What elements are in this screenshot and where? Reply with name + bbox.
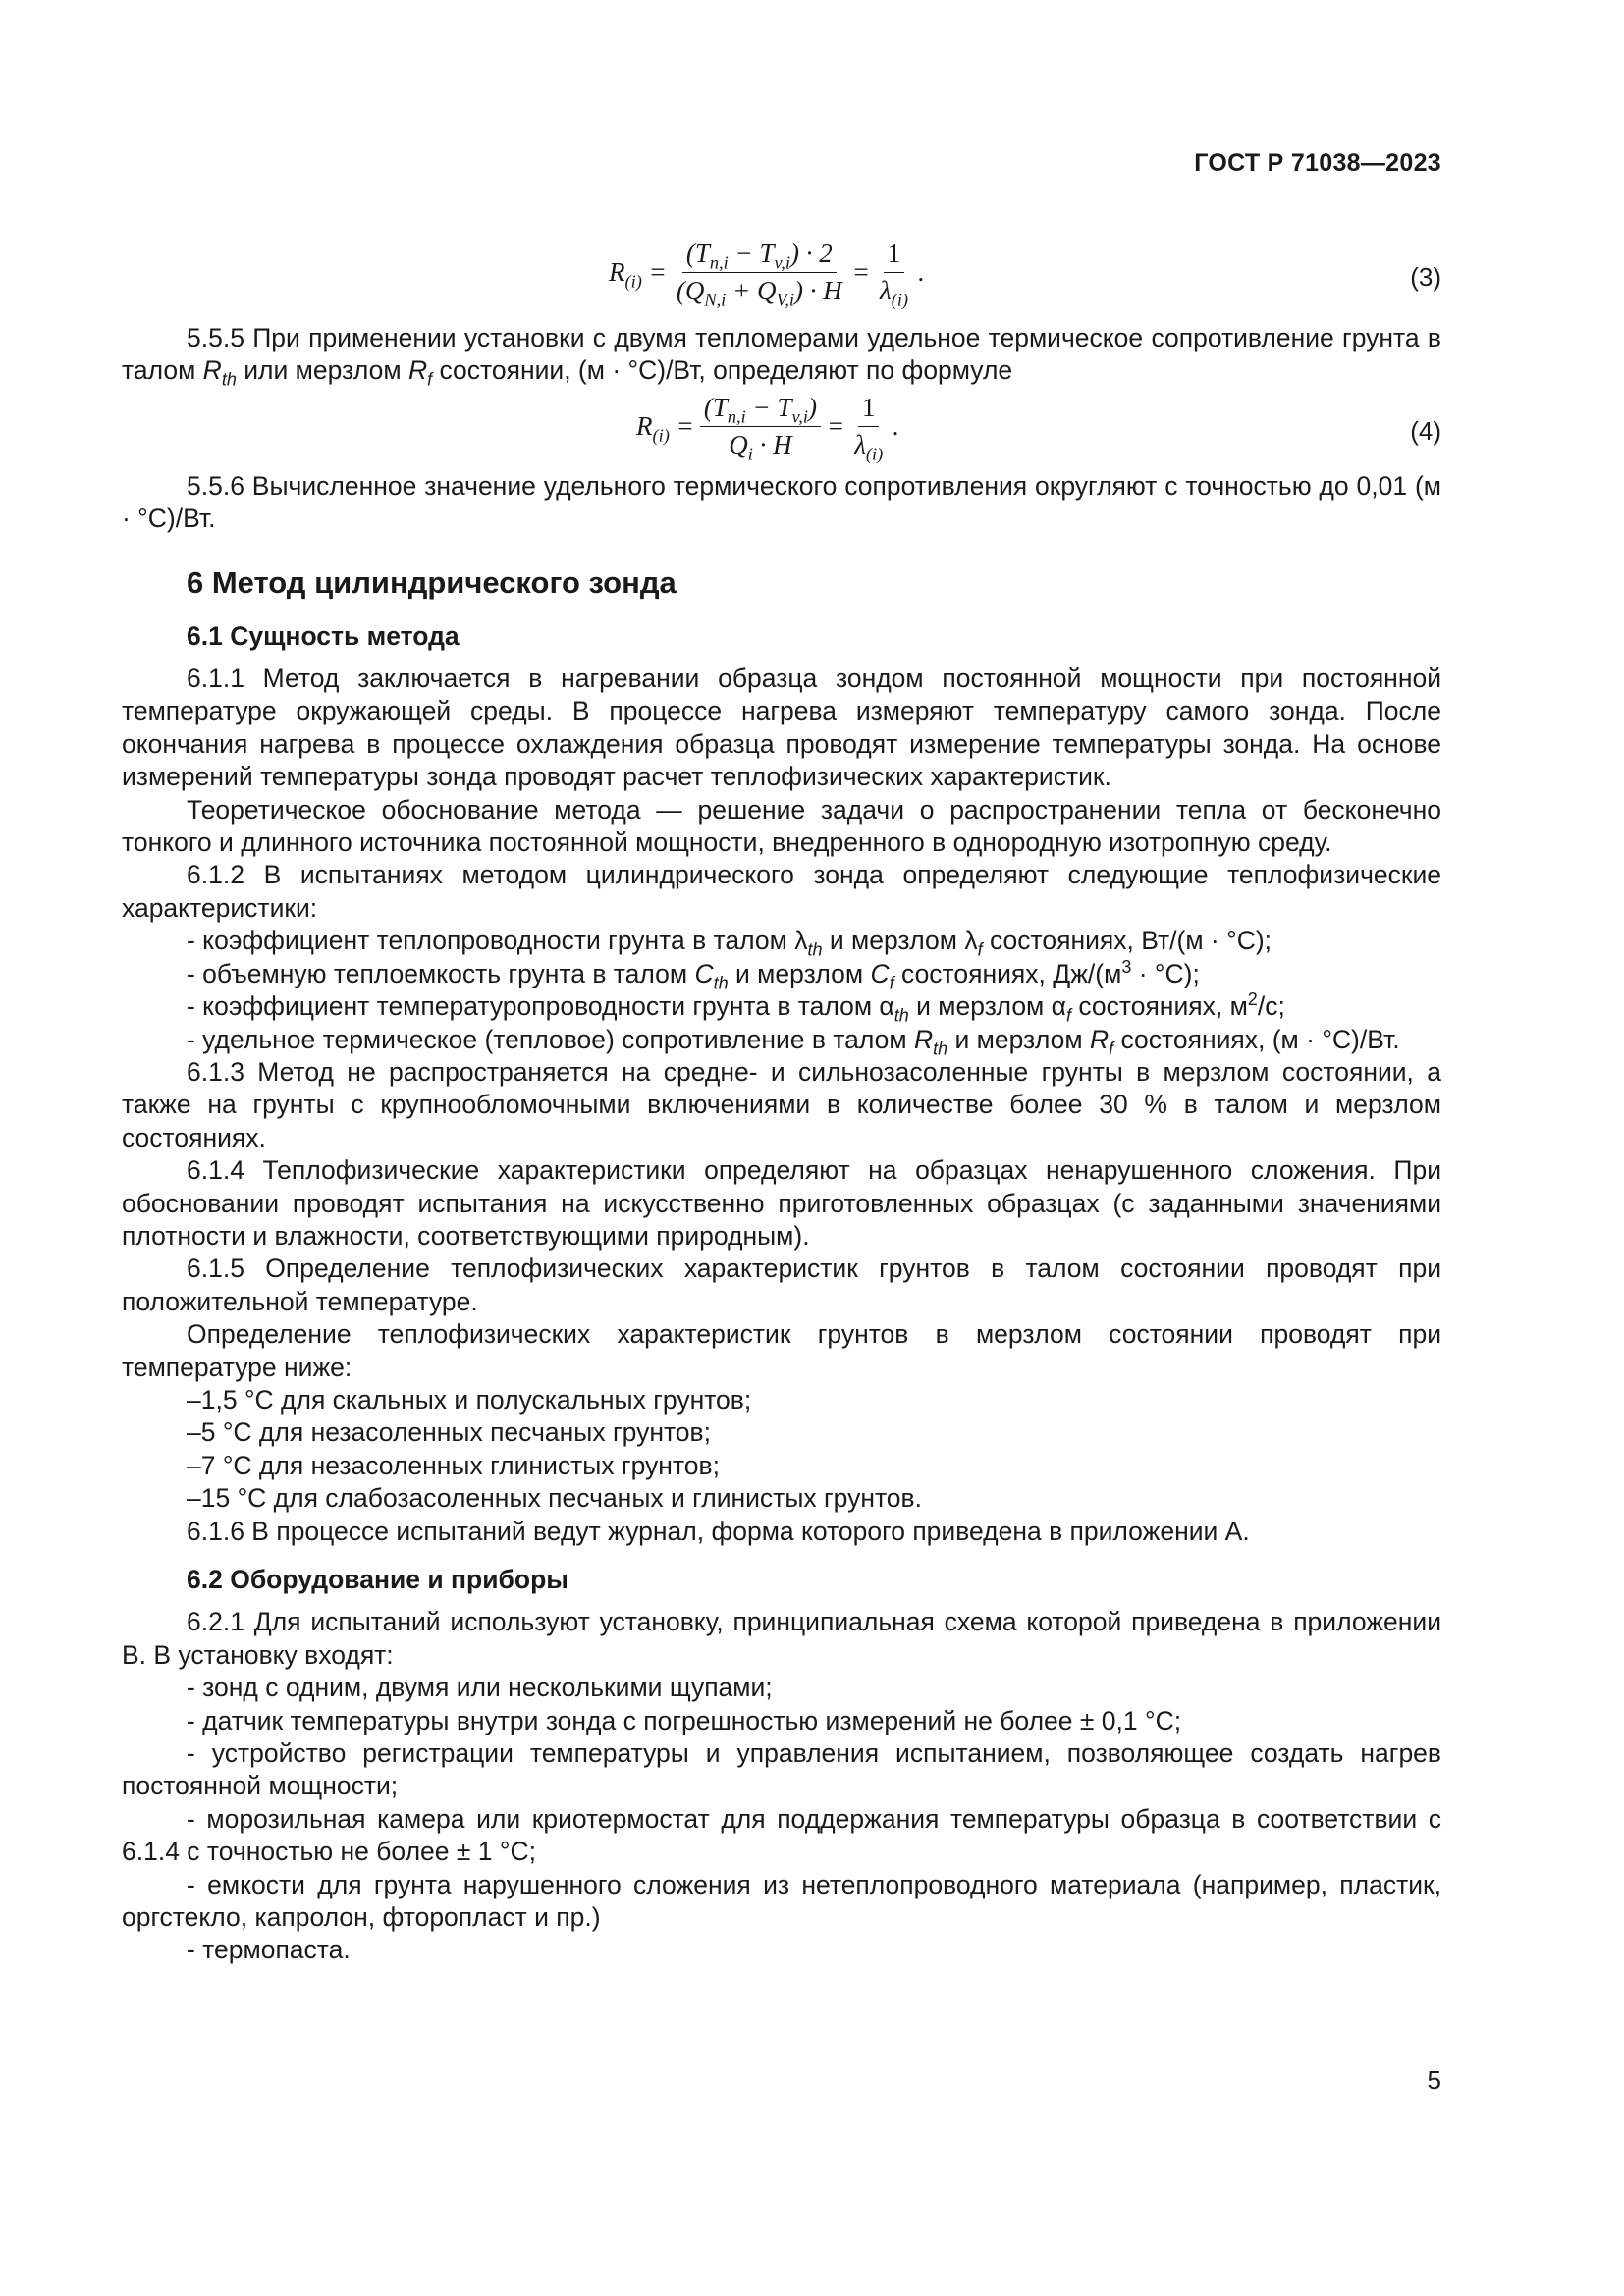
paragraph-6-1-5: 6.1.5 Определение теплофизических характеристик грунтов в талом состоянии проводят при положительной температуре. — [122, 1254, 1441, 1316]
formula-3-reciprocal: $\frac{1}{\lambda_{(i)}}$ — [880, 239, 909, 310]
formula-3-fraction: $\frac{(T_{n,i} - T_{v,i}) \cdot 2}{(Q_{N,i} + Q_{V,i}) \cdot H}$ — [676, 239, 842, 310]
paragraph-6-1-2: 6.1.2 В испытаниях методом цилиндрического зонда определяют следующие теплофизические характеристики: — [122, 860, 1441, 923]
formula-3-number: (3) — [1410, 262, 1441, 292]
paragraph-5-5-5: 5.5.5 При применении установки с двумя тепломерами удельное термическое сопротивление грунта в талом $R_{th}$ или мерзлом $R_f$ состоянии, (м · °С)/Вт, определяют по формуле — [122, 323, 1441, 390]
list-item-resistance: - удельное термическое (тепловое) сопротивление в талом $R_{th}$ и мерзлом $R_f$ состояниях, (м · °С)/Вт. — [187, 1024, 1400, 1058]
equipment-item: - термопаста. — [187, 1935, 351, 1965]
section-6-1-title: 6.1 Сущность метода — [187, 620, 460, 651]
paragraph-6-1-3: 6.1.3 Метод не распространяется на средне- и сильнозасоленные грунты в мерзлом состоянии, а также на грунты с крупнообломочными включениями в количестве более 30 % в талом и мерзлом состояниях. — [122, 1056, 1441, 1152]
standard-header: ГОСТ Р 71038—2023 — [1194, 149, 1441, 177]
paragraph-6-1-1: 6.1.1 Метод заключается в нагревании образца зондом постоянной мощности при постоянной температуре окружающей среды. В процессе нагрева измеряют температуру самого зонда. После окончания нагрева в процессе охлаждения образца проводят измерение температуры зонда. На основе измерений температуры зонда проводят расчет теплофизических характеристик. — [122, 664, 1441, 792]
equipment-item: - морозильная камера или криотермостат для поддержания температуры образца в соответствии с 6.1.4 с точностью не более ± 1 °С; — [122, 1803, 1441, 1867]
temp-item: –1,5 °С для скальных и полускальных грунтов; — [187, 1384, 752, 1415]
page-content — [122, 234, 1441, 1967]
paragraph-6-2-1: 6.2.1 Для испытаний используют установку, принципиальная схема которой приведена в приложении В. В установку входят: — [122, 1607, 1441, 1670]
section-6-2-title: 6.2 Оборудование и приборы — [187, 1565, 568, 1594]
formula-4-fraction: $\frac{(T_{n,i} - T_{v,i})}{Q_i \cdot H}$ — [700, 392, 821, 462]
section-6-title: 6 Метод цилиндрического зонда — [187, 564, 677, 600]
temp-item: –5 °С для незасоленных песчаных грунтов; — [187, 1417, 711, 1448]
equipment-item: - датчик температуры внутри зонда с погрешностью измерений не более ± 0,1 °С; — [187, 1705, 1182, 1735]
paragraph-6-1-5-b: Определение теплофизических характеристик грунтов в мерзлом состоянии проводят при температуре ниже: — [122, 1319, 1441, 1382]
paragraph-6-1-1-b: Теоретическое обоснование метода — решение задачи о распространении тепла от бесконечно тонкого и длинного источника постоянной мощности, внедренного в однородную изотропную среду. — [122, 794, 1441, 858]
formula-4-number: (4) — [1410, 415, 1441, 446]
formula-4-reciprocal: $\frac{1}{\lambda_{(i)}}$ — [854, 392, 884, 464]
equipment-item: - зонд с одним, двумя или несколькими щупами; — [187, 1673, 773, 1703]
page-number: 5 — [1427, 2065, 1441, 2095]
list-item-thermal-conductivity: - коэффициент теплопроводности грунта в талом $\lambda_{th}$ и мерзлом $\lambda_f$ состояниях, Вт/(м · °С); — [187, 926, 1272, 960]
paragraph-6-1-6: 6.1.6 В процессе испытаний ведут журнал, форма которого приведена в приложении А. — [187, 1516, 1250, 1546]
list-item-diffusivity: - коэффициент температуропроводности грунта в талом $\alpha_{th}$ и мерзлом $\alpha_f$ состояниях, $м^2/с$; — [187, 989, 1285, 1026]
formula-3-lhs: $R_{(i)}$ = — [609, 257, 667, 292]
formula-3: $R_{(i)}$ = $\frac{(T_{n,i} - T_{v,i}) \cdot 2}{(Q_{N,i} + Q_{V,i}) \cdot H}$ = $\frac{1}{\lambda_{(i)}}$ . (3) — [609, 239, 1441, 310]
temp-item: –15 °С для слабозасоленных песчаных и глинистых грунтов. — [187, 1483, 922, 1514]
equipment-item: - емкости для грунта нарушенного сложения из нетеплопроводного материала (например, пластик, оргстекло, капролон, фторопласт и пр.) — [122, 1869, 1441, 1933]
list-item-heat-capacity: - объемную теплоемкость грунта в талом $C_{th}$ и мерзлом $C_f$ состояниях, $Дж/(м^3 \cdot ^\circ С)$; — [187, 956, 1200, 992]
paragraph-5-5-6: 5.5.6 Вычисленное значение удельного термического сопротивления округляют с точностью до 0,01 (м · °С)/Вт. — [122, 470, 1441, 534]
paragraph-6-1-4: 6.1.4 Теплофизические характеристики определяют на образцах ненарушенного сложения. При обосновании проводят испытания на искусственно приготовленных образцах (с заданными значениями плотности и влажности, соответствующими природным). — [122, 1155, 1441, 1251]
equipment-item: - устройство регистрации температуры и управления испытанием, позволяющее создать нагрев постоянной мощности; — [122, 1738, 1441, 1801]
temp-item: –7 °С для незасоленных глинистых грунтов; — [187, 1450, 720, 1480]
formula-4: $R_{(i)}$ = $\frac{(T_{n,i} - T_{v,i})}{Q_i \cdot H}$ = $\frac{1}{\lambda_{(i)}}$ . (4) — [636, 392, 1441, 464]
